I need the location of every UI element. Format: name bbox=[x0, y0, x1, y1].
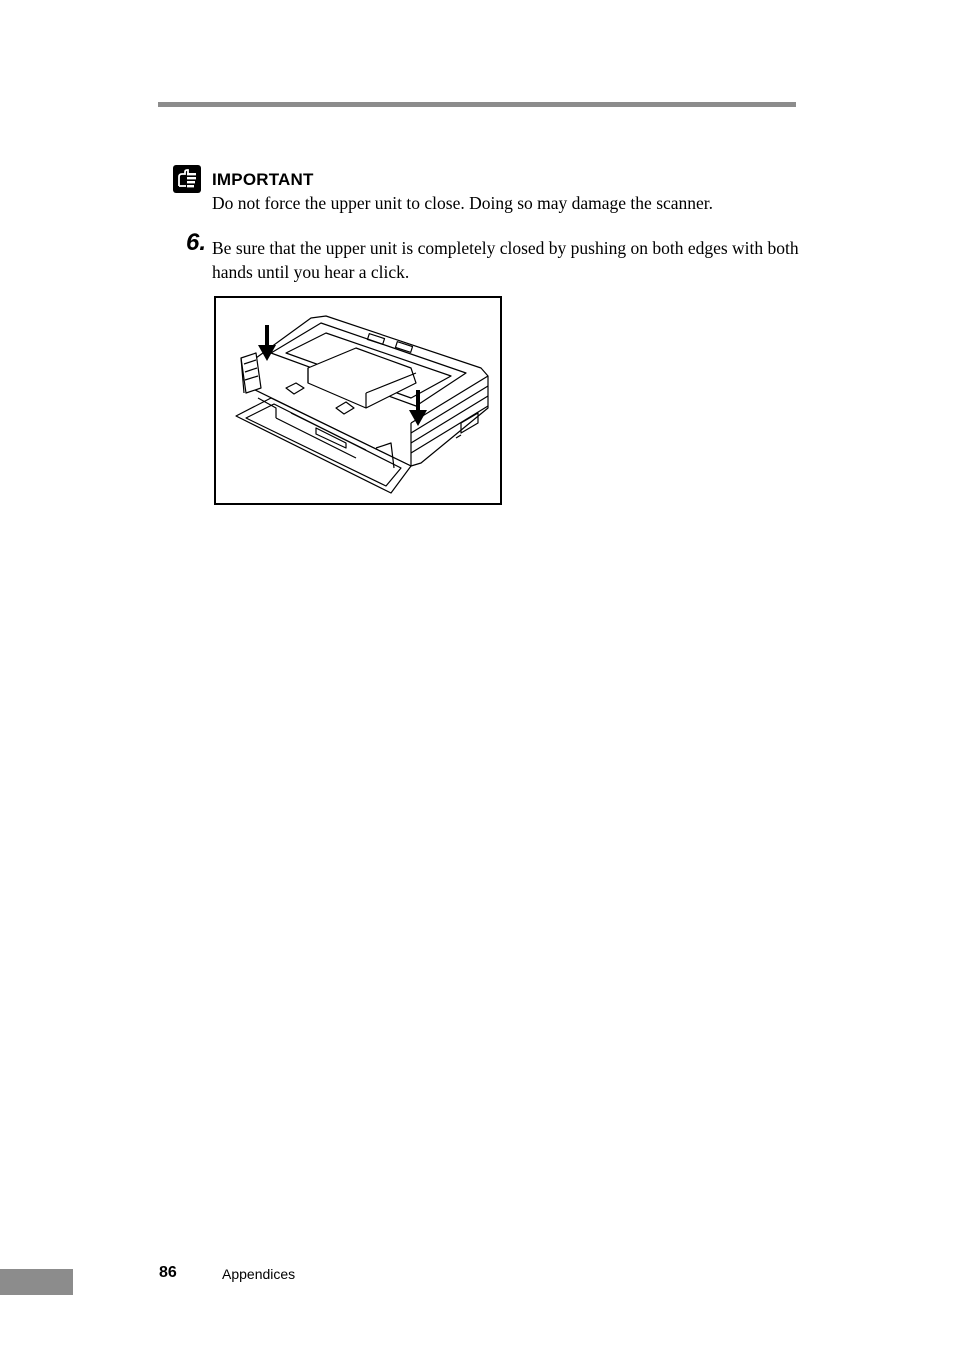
important-text: Do not force the upper unit to close. Doing so may damage the scanner. bbox=[212, 193, 714, 213]
step-number: 6. bbox=[186, 229, 207, 256]
scanner-illustration bbox=[214, 296, 502, 505]
page-number: 86 bbox=[159, 1264, 177, 1281]
important-heading: IMPORTANT bbox=[212, 170, 314, 189]
header-rule bbox=[158, 102, 796, 107]
section-name: Appendices bbox=[222, 1266, 296, 1282]
important-hand-icon bbox=[173, 165, 201, 193]
footer-tab bbox=[0, 1269, 73, 1295]
step-text: Be sure that the upper unit is completely closed by pushing on both edges with both hands until you hear a click. bbox=[212, 238, 799, 282]
